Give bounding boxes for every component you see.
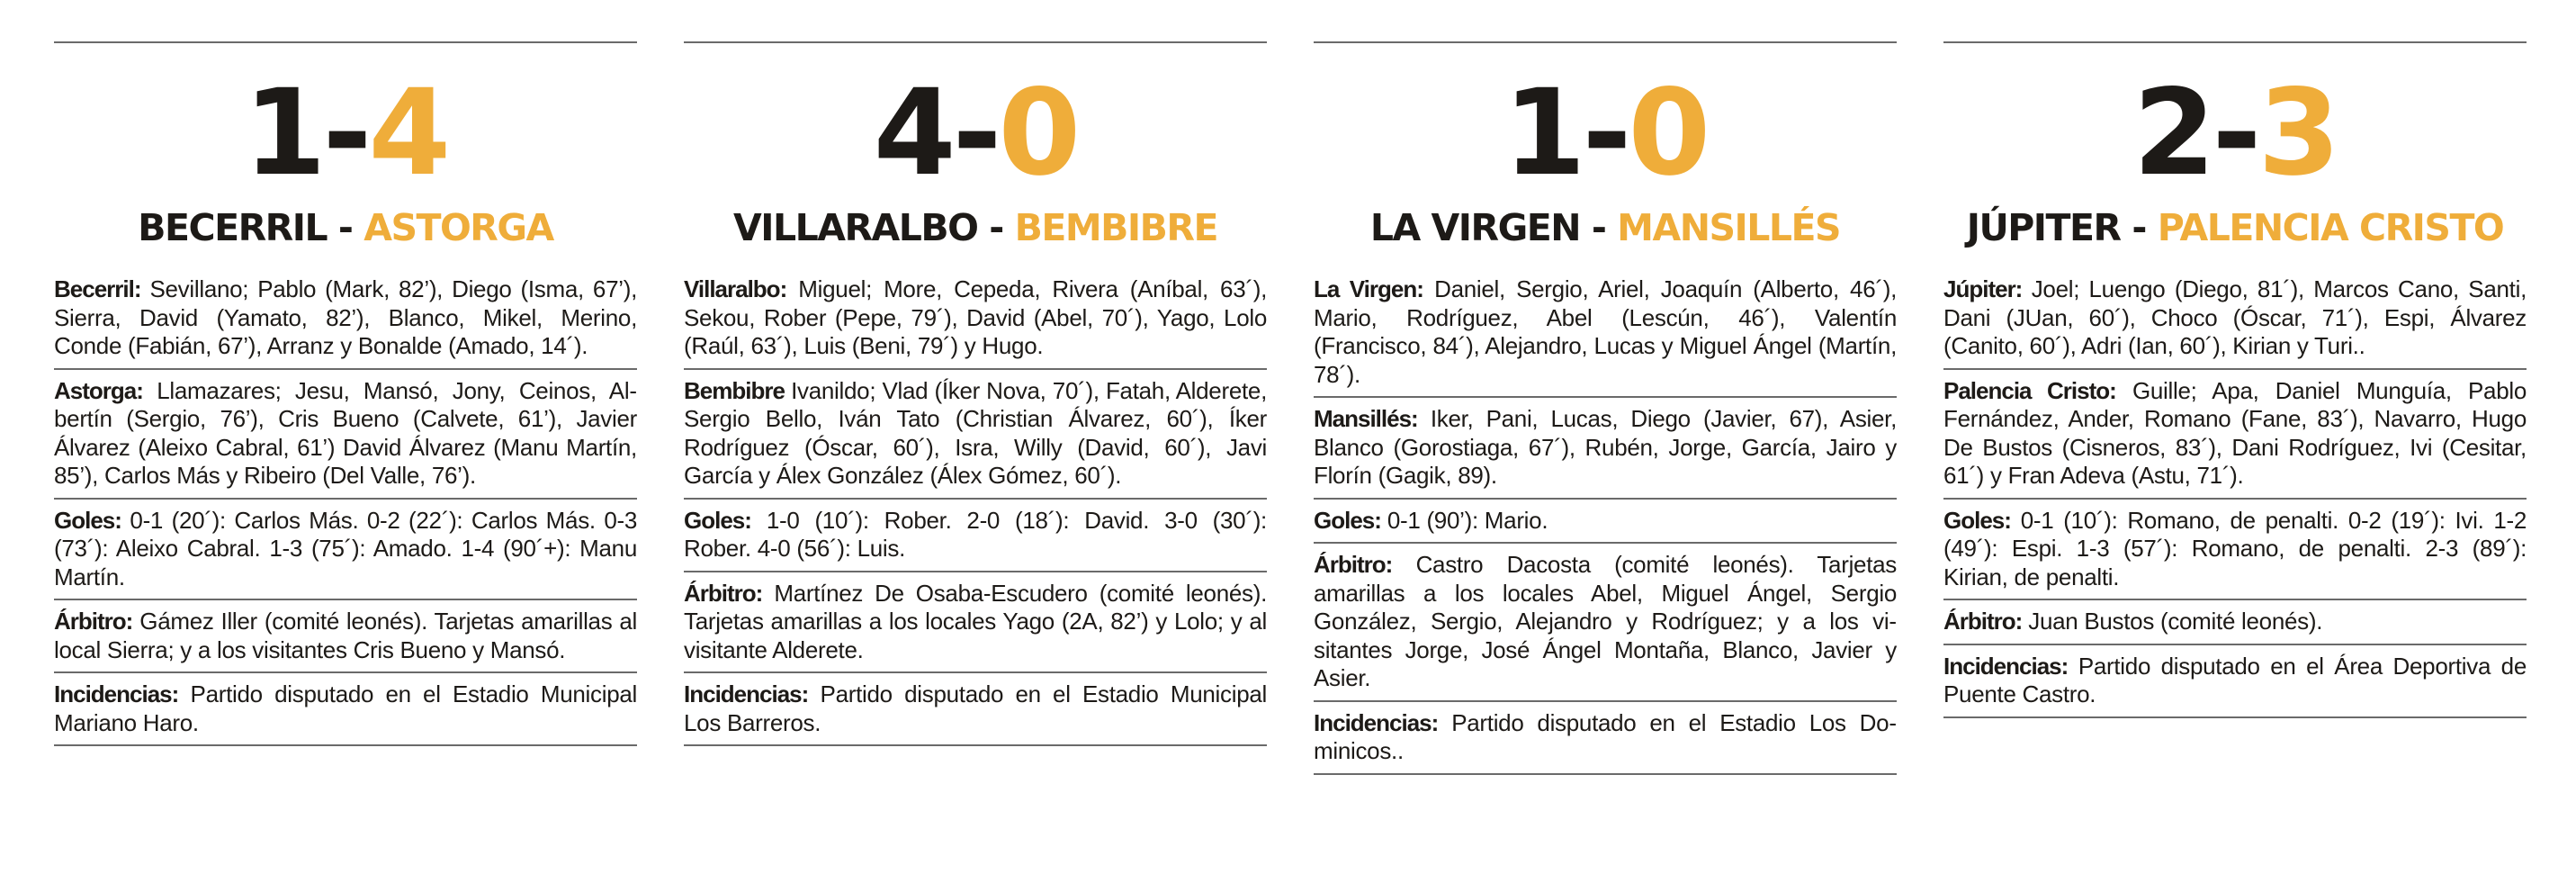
block-text: Partido disputado en el Área Deportiva de Puente Castro. bbox=[1943, 652, 2527, 707]
match-jupiter-palenciacristo bbox=[1943, 41, 2527, 851]
block-text: Joel; Luengo (Diego, 81´), Marcos Cano, Santi, Dani (JUan, 60´), Choco (Óscar, 71´), Espi, Álvarez (Canito, 60´), Adri (Ian, 60´), Kirian y Turi.. bbox=[1943, 275, 2527, 359]
away-team-name: ASTORGA bbox=[364, 206, 553, 249]
block-text: Partido disputado en el Estadio Los Dominicos.. bbox=[1314, 708, 1897, 764]
block-label: Árbitro: bbox=[684, 579, 763, 607]
incidents bbox=[54, 673, 637, 746]
block-label: Mansillés: bbox=[1314, 405, 1418, 432]
home-score: 2 bbox=[2132, 64, 2212, 203]
block-label: Árbitro: bbox=[54, 608, 133, 635]
teams-line bbox=[684, 205, 1267, 250]
team-separator: - bbox=[989, 206, 1003, 249]
referee bbox=[54, 600, 637, 673]
block-text: Partido disputado en el Estadio Municipal Los Barreros. bbox=[684, 680, 1267, 736]
match-villaralbo-bembibre bbox=[684, 41, 1267, 851]
block-label: Astorga: bbox=[54, 376, 143, 404]
teams-line bbox=[54, 205, 637, 250]
goals bbox=[54, 500, 637, 601]
block-text: Partido disputado en el Estadio Municipal Mariano Haro. bbox=[54, 680, 637, 736]
block-label: Incidencias: bbox=[684, 680, 809, 707]
referee bbox=[1943, 600, 2527, 645]
block-text: Guille; Apa, Daniel Munguía, Pablo Fernández, Ander, Romano (Fane, 83´), Navarro, Hugo De Bustos (Cisneros, 83´), Dani Rodríguez, Ivi (Cesitar, 61´) y Fran Adeva (Astu, 71´). bbox=[1943, 376, 2527, 489]
away-lineup bbox=[1943, 370, 2527, 500]
home-score: 1 bbox=[243, 64, 323, 203]
home-team-name: VILLARALBO bbox=[733, 206, 978, 249]
away-lineup bbox=[684, 370, 1267, 500]
block-label: Incidencias: bbox=[1314, 708, 1439, 736]
block-label: Villaralbo: bbox=[684, 275, 787, 302]
match-lavirgen-mansilles bbox=[1314, 41, 1897, 851]
block-label: Árbitro: bbox=[1314, 551, 1393, 578]
home-lineup bbox=[54, 268, 637, 370]
block-text: 0-1 (90’): Mario. bbox=[1380, 506, 1548, 534]
away-lineup bbox=[1314, 398, 1897, 500]
scoreline bbox=[1314, 64, 1897, 203]
block-text: Martínez De Osaba-Escudero (comité leonés). Tarjetas amarillas a los locales Yago (2A, 82’) y Lolo; y al visitante Alderete. bbox=[684, 579, 1267, 663]
incidents bbox=[684, 673, 1267, 746]
block-text: Juan Bustos (comité leonés). bbox=[2022, 608, 2323, 635]
away-score: 4 bbox=[368, 64, 448, 203]
away-score: 0 bbox=[998, 64, 1078, 203]
referee bbox=[684, 572, 1267, 674]
score-separator: - bbox=[952, 64, 999, 203]
incidents bbox=[1943, 645, 2527, 718]
home-team-name: BECERRIL bbox=[138, 206, 328, 249]
block-label: Árbitro: bbox=[1943, 608, 2023, 635]
block-text: Iker, Pani, Lucas, Diego (Javier, 67), Asier, Blanco (Gorostiaga, 67´), Rubén, Jorge, García, Jairo y Florín (Gagik, 89). bbox=[1314, 405, 1897, 489]
block-label: Goles: bbox=[54, 506, 121, 534]
away-team-name: BEMBIBRE bbox=[1014, 206, 1217, 249]
goals bbox=[1314, 500, 1897, 545]
incidents bbox=[1314, 702, 1897, 775]
score-separator: - bbox=[322, 64, 369, 203]
block-label: Júpiter: bbox=[1943, 275, 2023, 302]
team-separator: - bbox=[337, 206, 353, 249]
block-text: Llamazares; Jesu, Mansó, Jony, Ceinos, Albertín (Sergio, 76’), Cris Bueno (Calvete, 61’), Javier Álvarez (Aleixo Cabral, 61’) David Álvarez (Manu Martín, 85’), Carlos Más y Ribeiro (Del Valle, 76’). bbox=[54, 376, 637, 489]
goals bbox=[1943, 500, 2527, 601]
block-label: Goles: bbox=[1943, 506, 2011, 534]
home-score: 4 bbox=[873, 64, 953, 203]
results-page bbox=[54, 41, 2527, 851]
scoreline bbox=[1943, 64, 2527, 203]
scoreline bbox=[54, 64, 637, 203]
match-becerril-astorga bbox=[54, 41, 637, 851]
team-separator: - bbox=[1591, 206, 1606, 249]
block-text: Miguel; More, Cepeda, Rivera (Aníbal, 63´), Sekou, Rober (Pepe, 79´), David (Abel, 70´), Yago, Lolo (Raúl, 63´), Luis (Beni, 79´) y Hugo. bbox=[684, 275, 1267, 359]
away-score: 3 bbox=[2257, 64, 2338, 203]
away-lineup bbox=[54, 370, 637, 500]
teams-line bbox=[1943, 205, 2527, 250]
home-team-name: JÚPITER bbox=[1966, 206, 2121, 249]
block-text: Daniel, Sergio, Ariel, Joaquín (Alberto, 46´), Mario, Rodríguez, Abel (Lescún, 46´), Valentín (Francisco, 84´), Alejandro, Lucas y Miguel Ángel (Martín, 78´). bbox=[1314, 275, 1897, 388]
home-lineup bbox=[1314, 268, 1897, 398]
home-lineup bbox=[684, 268, 1267, 370]
block-label: Becerril: bbox=[54, 275, 141, 302]
scoreline bbox=[684, 64, 1267, 203]
block-text: 1-0 (10´): Rober. 2-0 (18´): David. 3-0 (30´): Rober. 4-0 (56´): Luis. bbox=[684, 506, 1267, 562]
home-lineup bbox=[1943, 268, 2527, 370]
block-label: Goles: bbox=[684, 506, 751, 534]
block-label: Goles: bbox=[1314, 506, 1381, 534]
away-score: 0 bbox=[1628, 64, 1708, 203]
home-score: 1 bbox=[1503, 64, 1583, 203]
block-text: Gámez Iller (comité leonés). Tarjetas amarillas al local Sierra; y a los visitantes Cris Bueno y Mansó. bbox=[54, 608, 637, 663]
block-text: Ivanildo; Vlad (Íker Nova, 70´), Fatah, Alderete, Sergio Bello, Iván Tato (Christian Álvarez, 60´), Íker Rodríguez (Óscar, 60´), Isra, Willy (David, 60´), Javi García y Álex González (Álex Gómez, 60´). bbox=[684, 376, 1267, 489]
block-label: Palencia Cristo: bbox=[1943, 376, 2116, 404]
teams-line bbox=[1314, 205, 1897, 250]
team-separator: - bbox=[2132, 206, 2146, 249]
score-separator: - bbox=[2212, 64, 2258, 203]
goals bbox=[684, 500, 1267, 572]
home-team-name: LA VIRGEN bbox=[1369, 206, 1581, 249]
block-label: Bembibre bbox=[684, 376, 785, 404]
score-separator: - bbox=[1582, 64, 1629, 203]
away-team-name: MANSILLÉS bbox=[1617, 206, 1841, 249]
block-text: 0-1 (20´): Carlos Más. 0-2 (22´): Carlos Más. 0-3 (73´): Aleixo Cabral. 1-3 (75´): Amado. 1-4 (90´+): Manu Martín. bbox=[54, 506, 637, 590]
block-label: Incidencias: bbox=[1943, 652, 2069, 680]
block-label: La Virgen: bbox=[1314, 275, 1423, 302]
block-text: 0-1 (10´): Romano, de penalti. 0-2 (19´): Ivi. 1-2 (49´): Espi. 1-3 (57´): Romano, de penalti. 2-3 (89´): Kirian, de penalti. bbox=[1943, 506, 2527, 590]
block-text: Castro Dacosta (comité leonés). Tarjetas amarillas a los locales Abel, Miguel Ángel, Sergio González, Sergio, Alejandro y Rodríguez; y a los visitantes Jorge, José Ángel Montaña, Blanco, Javier y Asier. bbox=[1314, 551, 1897, 691]
block-label: Incidencias: bbox=[54, 680, 179, 707]
away-team-name: PALENCIA CRISTO bbox=[2157, 206, 2504, 249]
block-text: Sevillano; Pablo (Mark, 82’), Diego (Isma, 67’), Sierra, David (Yamato, 82’), Blanco, Mikel, Merino, Conde (Fabián, 67’), Arranz y Bonalde (Amado, 14´). bbox=[54, 275, 637, 359]
referee bbox=[1314, 544, 1897, 702]
